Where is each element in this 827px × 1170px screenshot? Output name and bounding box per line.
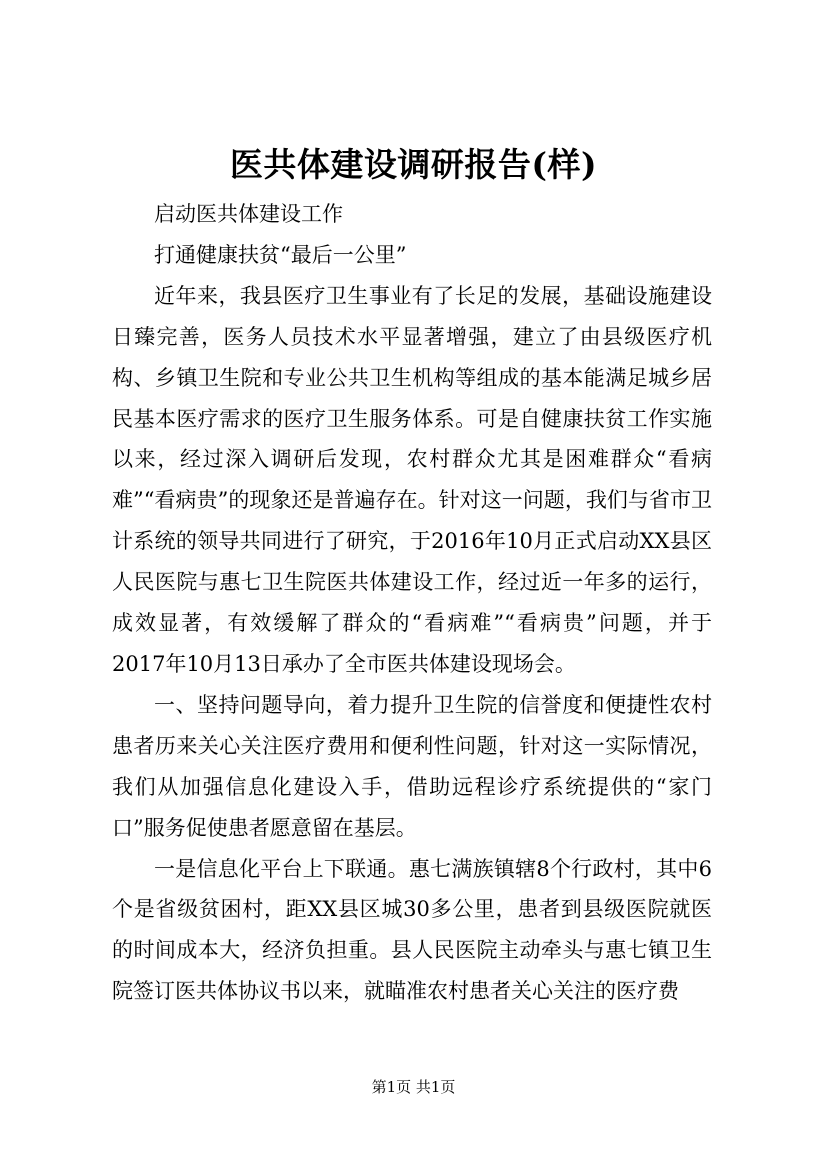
paragraph-section-one: 一、坚持问题导向，着力提升卫生院的信誉度和便捷性农村患者历来关心关注医疗费用和便利性问题，针对这一实际情况，我们从加强信息化建设入手，借助远程诊疗系统提供的“家门口”服务促使患者愿意留在基层。	[112, 692, 712, 840]
paragraph-intro: 近年来，我县医疗卫生事业有了长足的发展，基础设施建设日臻完善，医务人员技术水平显著增强，建立了由县级医疗机构、乡镇卫生院和专业公共卫生机构等组成的基本能满足城乡居民基本医疗需求的医疗卫生服务体系。可是自健康扶贫工作实施以来，经过深入调研后发现，农村群众尤其是困难群众“看病难”“看病贵”的现象还是普遍存在。针对这一问题，我们与省市卫计系统的领导共同进行了研究，于2016年10月正式启动XX县区人民医院与惠七卫生院医共体建设工作，经过近一年多的运行，成效显著，有效缓解了群众的“看病难”“看病贵”问题，并于2017年10月13日承办了全市医共体建设现场会。	[112, 283, 712, 676]
page-footer: 第1页 共1页	[371, 1078, 456, 1096]
document-body	[112, 194, 712, 1012]
subtitle-line-1: 启动医共体建设工作	[154, 202, 343, 226]
document-title: 医共体建设调研报告(样)	[229, 145, 598, 184]
subtitle-line-2: 打通健康扶贫“最后一公里”	[154, 242, 407, 267]
paragraph-point-one: 一是信息化平台上下联通。惠七满族镇辖8个行政村，其中6个是省级贫困村，距XX县区城30多公里，患者到县级医院就医的时间成本大，经济负担重。县人民医院主动牵头与惠七镇卫生院签订医共体协议书以来，就瞄准农村患者关心关注的医疗费	[112, 856, 712, 1004]
